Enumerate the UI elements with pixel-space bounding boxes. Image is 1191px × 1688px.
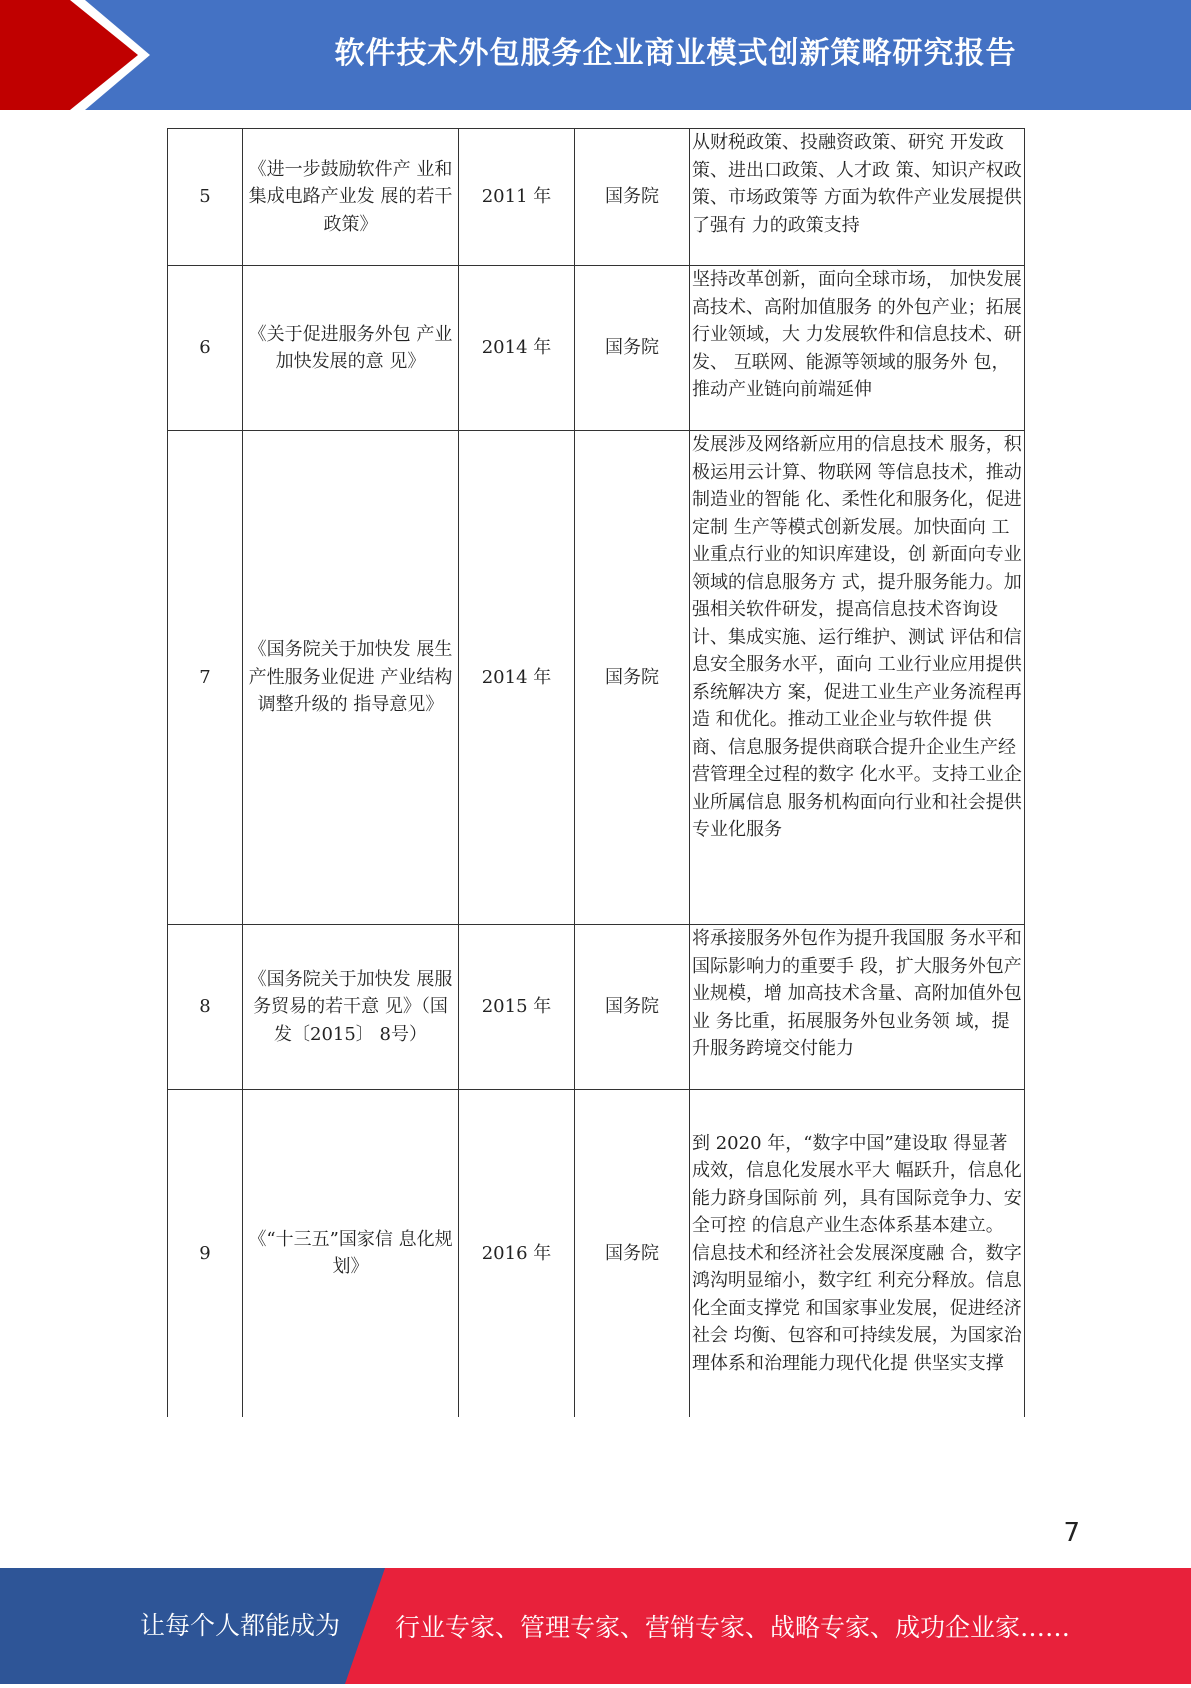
policy-content: 将承接服务外包作为提升我国服 务水平和国际影响力的重要手 段，扩大服务外包产业规模，增 加高技术含量、高附加值外包业 务比重，拓展服务外包业务领 域，提升服务跨境交付能力 <box>690 925 1025 1090</box>
table-row <box>168 129 1025 266</box>
row-number: 5 <box>168 129 243 266</box>
row-number: 7 <box>168 431 243 925</box>
table-row <box>168 431 1025 925</box>
policy-title: 《国务院关于加快发 展生产性服务业促进 产业结构调整升级的 指导意见》 <box>243 431 459 925</box>
issuing-authority: 国务院 <box>575 1090 690 1417</box>
report-title: 软件技术外包服务企业商业模式创新策略研究报告 <box>334 36 1017 71</box>
policy-table <box>167 128 1025 1417</box>
issue-year: 2015 年 <box>459 925 575 1090</box>
issue-year: 2011 年 <box>459 129 575 266</box>
issuing-authority: 国务院 <box>575 129 690 266</box>
issue-year: 2014 年 <box>459 431 575 925</box>
footer-slogan-left: 让每个人都能成为 <box>140 1611 341 1640</box>
policy-content: 从财税政策、投融资政策、研究 开发政策、进出口政策、人才政 策、知识产权政策、市场政策等 方面为软件产业发展提供了强有 力的政策支持 <box>690 129 1025 266</box>
table-row <box>168 266 1025 431</box>
policy-content: 到 2020 年，“数字中国”建设取 得显著成效，信息化发展水平大 幅跃升，信息化能力跻身国际前 列，具有国际竞争力、安全可控 的信息产业生态体系基本建立。 信息技术和经济社会发展深度融 合，数字鸿沟明显缩小，数字红 利充分释放。信息化全面支撑党 和国家事业发展，促进经济社会 均衡、包容和可持续发展，为国家治理体系和治理能力现代化提 供坚实支撑 <box>690 1090 1025 1417</box>
row-number: 8 <box>168 925 243 1090</box>
issue-year: 2014 年 <box>459 266 575 431</box>
header-chevron-icon <box>0 0 140 110</box>
policy-title: 《“十三五”国家信 息化规划》 <box>243 1090 459 1417</box>
issuing-authority: 国务院 <box>575 266 690 431</box>
issue-year: 2016 年 <box>459 1090 575 1417</box>
policy-content: 发展涉及网络新应用的信息技术 服务，积极运用云计算、物联网 等信息技术，推动制造业的智能 化、柔性化和服务化，促进定制 生产等模式创新发展。加快面向 工业重点行业的知识库建设，创 新面向专业领域的信息服务方 式，提升服务能力。加强相关软件研发，提高信息技术咨询设 计、集成实施、运行维护、测试 评估和信息安全服务水平，面向 工业行业应用提供系统解决方 案，促进工业生产业务流程再造 和优化。推动工业企业与软件提 供商、信息服务提供商联合提升企业生产经营管理全过程的数字 化水平。支持工业企业所属信息 服务机构面向行业和社会提供专业化服务 <box>690 431 1025 925</box>
table-row <box>168 925 1025 1090</box>
policy-title: 《关于促进服务外包 产业加快发展的意 见》 <box>243 266 459 431</box>
issuing-authority: 国务院 <box>575 925 690 1090</box>
table-row <box>168 1090 1025 1417</box>
row-number: 9 <box>168 1090 243 1417</box>
policy-title: 《进一步鼓励软件产 业和集成电路产业发 展的若干政策》 <box>243 129 459 266</box>
page-number: 7 <box>1063 1518 1080 1548</box>
footer-banner <box>0 1568 1191 1684</box>
header-banner <box>0 0 1191 110</box>
row-number: 6 <box>168 266 243 431</box>
policy-title: 《国务院关于加快发 展服务贸易的若干意 见》（国发〔2015〕 8号） <box>243 925 459 1090</box>
policy-content: 坚持改革创新，面向全球市场， 加快发展高技术、高附加值服务 的外包产业；拓展行业领域，大 力发展软件和信息技术、研发、 互联网、能源等领域的服务外 包，推动产业链向前端延伸 <box>690 266 1025 431</box>
footer-slogan-right: 行业专家、管理专家、营销专家、战略专家、成功企业家…… <box>395 1613 1071 1642</box>
issuing-authority: 国务院 <box>575 431 690 925</box>
